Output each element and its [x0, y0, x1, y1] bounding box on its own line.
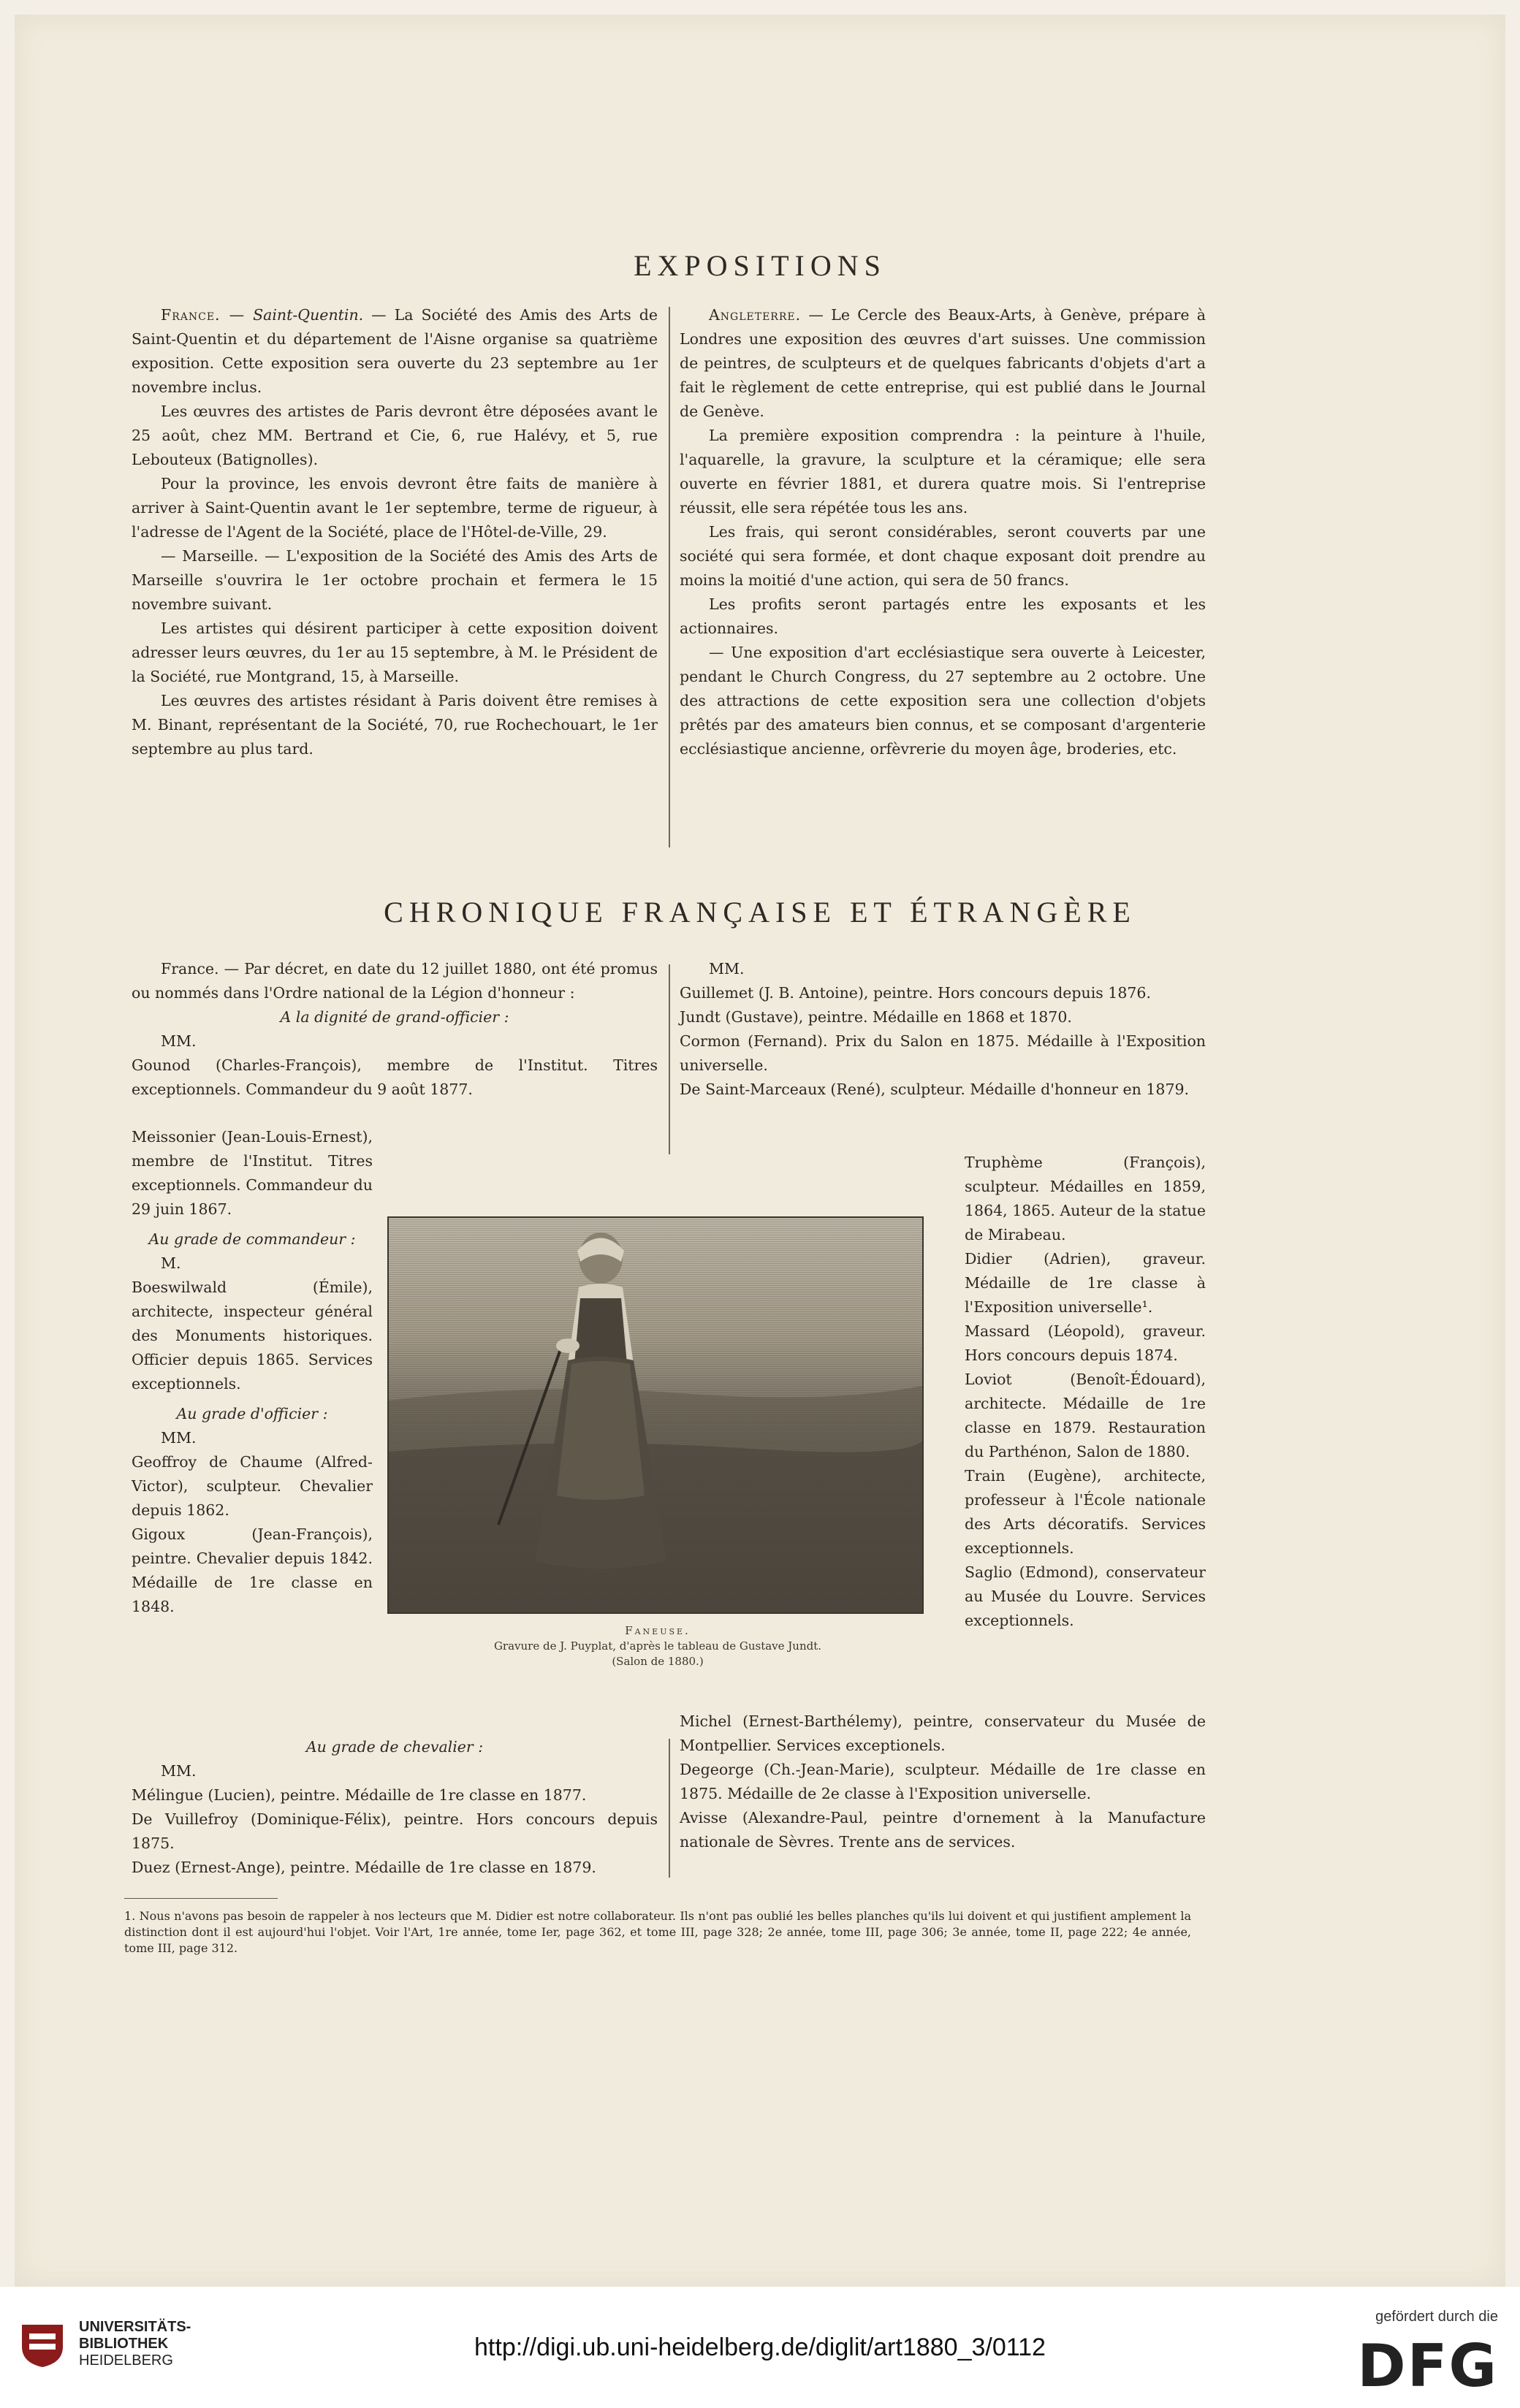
section-heading-chronique: CHRONIQUE FRANÇAISE ET ÉTRANGÈRE: [384, 896, 1136, 929]
figure-title: Faneuse.: [625, 1624, 691, 1637]
expositions-left-column: [132, 303, 658, 761]
entry-didier: Didier (Adrien), graveur. Médaille de 1re classe à l'Exposition universelle¹.: [965, 1250, 1206, 1316]
entry-geoffroy: Geoffroy de Chaume (Alfred-Victor), sculpteur. Chevalier depuis 1862.: [132, 1453, 373, 1519]
chronique-right-top: [680, 957, 1206, 1102]
entry-train: Train (Eugène), architecte, professeur à l'École nationale des Arts décoratifs. Services exceptionnels.: [965, 1467, 1206, 1557]
faneuse-engraving: [387, 1216, 924, 1614]
intro-paragraph: France. — Par décret, en date du 12 juillet 1880, ont été promus ou nommés dans l'Ordre national de la Légion d'honneur :: [132, 960, 658, 1002]
chronique-right-narrow: [965, 1151, 1206, 1633]
entry-duez: Duez (Ernest-Ange), peintre. Médaille de 1re classe en 1879.: [132, 1859, 596, 1876]
paragraph: — Une exposition d'art ecclésiastique sera ouverte à Leicester, pendant le Church Congress, du 27 septembre au 2 octobre. Une des attractions de cette exposition sera une collection d'objets prêtés par des amateurs bien connus, et se composant d'argenterie ecclésiastique ancienne, orfèvrerie du moyen âge, broderies, etc.: [680, 644, 1206, 758]
hands: [556, 1338, 580, 1353]
entry-jundt: Jundt (Gustave), peintre. Médaille en 1868 et 1870.: [680, 1008, 1072, 1026]
paragraph: Angleterre. — Le Cercle des Beaux-Arts, à Genève, prépare à Londres une exposition des œuvres d'art suisses. Une commission de peintres, de sculpteurs et de quelques fabricants d'objets d'art a fait le règlement de cette entreprise, qui est publié dans le Journal de Genève.: [680, 306, 1206, 420]
entry-vuillefroy: De Vuillefroy (Dominique-Félix), peintre. Hors concours depuis 1875.: [132, 1810, 658, 1852]
entry-meissonier: Meissonier (Jean-Louis-Ernest), membre de l'Institut. Titres exceptionnels. Commandeur du 29 juin 1867.: [132, 1128, 373, 1218]
rank-label: Au grade de commandeur :: [148, 1230, 356, 1248]
chronique-left-narrow: [132, 1125, 373, 1619]
column-rule: [669, 1739, 670, 1878]
entry-gounod: Gounod (Charles-François), membre de l'Institut. Titres exceptionnels. Commandeur du 9 août 1877.: [132, 1056, 658, 1098]
paragraph: Les artistes qui désirent participer à cette exposition doivent adresser leurs œuvres, du 1er au 15 septembre, à M. le Président de la Société, rue Montgrand, 15, à Marseille.: [132, 620, 658, 685]
paragraph: Les œuvres des artistes résidant à Paris doivent être remises à M. Binant, représentant de la Société, 70, rue Rochechouart, le 1er septembre au plus tard.: [132, 692, 658, 758]
figure-salon: (Salon de 1880.): [612, 1655, 704, 1668]
entry-saint-marceaux: De Saint-Marceaux (René), sculpteur. Médaille d'honneur en 1879.: [680, 1081, 1190, 1098]
chronique-right-bottom: [680, 1710, 1206, 1854]
funded-by-label: gefördert durch die: [1375, 2309, 1498, 2325]
footnote: 1. Nous n'avons pas besoin de rappeler à nos lecteurs que M. Didier est notre collaborateur. Ils n'ont pas oublié les belles planches qu'ils lui doivent et qui justifient amplement la distinction dont il est aujourd'hui l'objet. Voir l'Art, 1re année, tome Ier, page 362, et tome III, page 328; 2e année, tome III, page 306; 3e année, tome II, page 222; 4e année, tome III, page 312.: [124, 1909, 1191, 1955]
rank-label: A la dignité de grand-officier :: [280, 1008, 509, 1026]
entry-boeswilwald: Boeswilwald (Émile), architecte, inspecteur général des Monuments historiques. Officier depuis 1865. Services exceptionnels.: [132, 1279, 373, 1392]
dfg-logo: DFG: [1357, 2332, 1498, 2400]
paragraph: Pour la province, les envois devront être faits de manière à arriver à Saint-Quentin avant le 1er septembre, terme de rigueur, à l'adresse de l'Agent de la Société, place de l'Hôtel-de-Ville, 29.: [132, 475, 658, 541]
column-rule: [669, 307, 670, 847]
column-rule: [669, 964, 670, 1154]
source-url-link[interactable]: http://digi.ub.uni-heidelberg.de/diglit/art1880_3/0112: [474, 2333, 1046, 2361]
paragraph: — Marseille. — L'exposition de la Société des Amis des Arts de Marseille s'ouvrira le 1er octobre prochain et fermera le 15 novembre suivant.: [132, 547, 658, 613]
chronique-left-bottom: [132, 1735, 658, 1880]
rank-label: Au grade d'officier :: [176, 1405, 328, 1422]
engraving-illustration: [389, 1218, 922, 1612]
section-heading-expositions: EXPOSITIONS: [634, 249, 886, 282]
entry-loviot: Loviot (Benoît-Édouard), architecte. Médaille de 1re classe en 1879. Restauration du Parthénon, Salon de 1880.: [965, 1371, 1206, 1460]
paragraph: France. — Saint-Quentin. — La Société des Amis des Arts de Saint-Quentin et du département de l'Aisne organise sa quatrième exposition. Cette exposition sera ouverte du 23 septembre au 1er novembre inclus.: [132, 306, 658, 396]
paragraph: Les frais, qui seront considérables, seront couverts par une société qui sera formée, et dont chaque exposant doit prendre au moins la moitié d'une action, qui sera de 50 francs.: [680, 523, 1206, 589]
entry-avisse: Avisse (Alexandre-Paul, peintre d'ornement à la Manufacture nationale de Sèvres. Trente ans de services.: [680, 1809, 1206, 1851]
bodice: [574, 1298, 627, 1364]
scanned-page: [15, 15, 1505, 2287]
entry-michel: Michel (Ernest-Barthélemy), peintre, conservateur du Musée de Montpellier. Services exceptionels.: [680, 1712, 1206, 1754]
digitization-footer: [0, 2287, 1520, 2408]
paragraph: Les œuvres des artistes de Paris devront être déposées avant le 25 août, chez MM. Bertrand et Cie, 6, rue Halévy, et 5, rue Lebouteux (Batignolles).: [132, 403, 658, 468]
entry-guillemet: Guillemet (J. B. Antoine), peintre. Hors concours depuis 1876.: [680, 984, 1151, 1002]
university-library-name: UNIVERSITÄTS- BIBLIOTHEK HEIDELBERG: [79, 2319, 191, 2369]
mm-label: MM.: [161, 1762, 197, 1780]
figure-credit: Gravure de J. Puyplat, d'après le tableau de Gustave Jundt.: [493, 1639, 822, 1653]
paragraph: La première exposition comprendra : la peinture à l'huile, l'aquarelle, la gravure, la sculpture et la céramique; elle sera ouverte en février 1881, et durera quatre mois. Si l'entreprise réussit, elle sera répétée tous les ans.: [680, 427, 1206, 517]
entry-trupheme: Truphème (François), sculpteur. Médailles en 1859, 1864, 1865. Auteur de la statue de Mirabeau.: [965, 1154, 1206, 1243]
expositions-right-column: [680, 303, 1206, 761]
mm-label: MM.: [161, 1429, 197, 1447]
chronique-left-top: [132, 957, 658, 1102]
rank-label: Au grade de chevalier :: [305, 1738, 484, 1756]
mm-label: MM.: [161, 1032, 197, 1050]
entry-gigoux: Gigoux (Jean-François), peintre. Chevalier depuis 1842. Médaille de 1re classe en 1848.: [132, 1525, 373, 1615]
mm-label: MM.: [709, 960, 745, 978]
figure-caption: [424, 1623, 892, 1669]
entry-cormon: Cormon (Fernand). Prix du Salon en 1875. Médaille à l'Exposition universelle.: [680, 1032, 1206, 1074]
entry-saglio: Saglio (Edmond), conservateur au Musée du Louvre. Services exceptionnels.: [965, 1563, 1206, 1629]
paragraph: Les profits seront partagés entre les exposants et les actionnaires.: [680, 595, 1206, 637]
entry-melingue: Mélingue (Lucien), peintre. Médaille de 1re classe en 1877.: [132, 1786, 587, 1804]
entry-massard: Massard (Léopold), graveur. Hors concours depuis 1874.: [965, 1322, 1206, 1364]
footnote-rule: [124, 1898, 278, 1899]
apron: [557, 1361, 645, 1500]
entry-degeorge: Degeorge (Ch.-Jean-Marie), sculpteur. Médaille de 1re classe en 1875. Médaille de 2e classe à l'Exposition universelle.: [680, 1761, 1206, 1802]
m-label: M.: [161, 1254, 181, 1272]
